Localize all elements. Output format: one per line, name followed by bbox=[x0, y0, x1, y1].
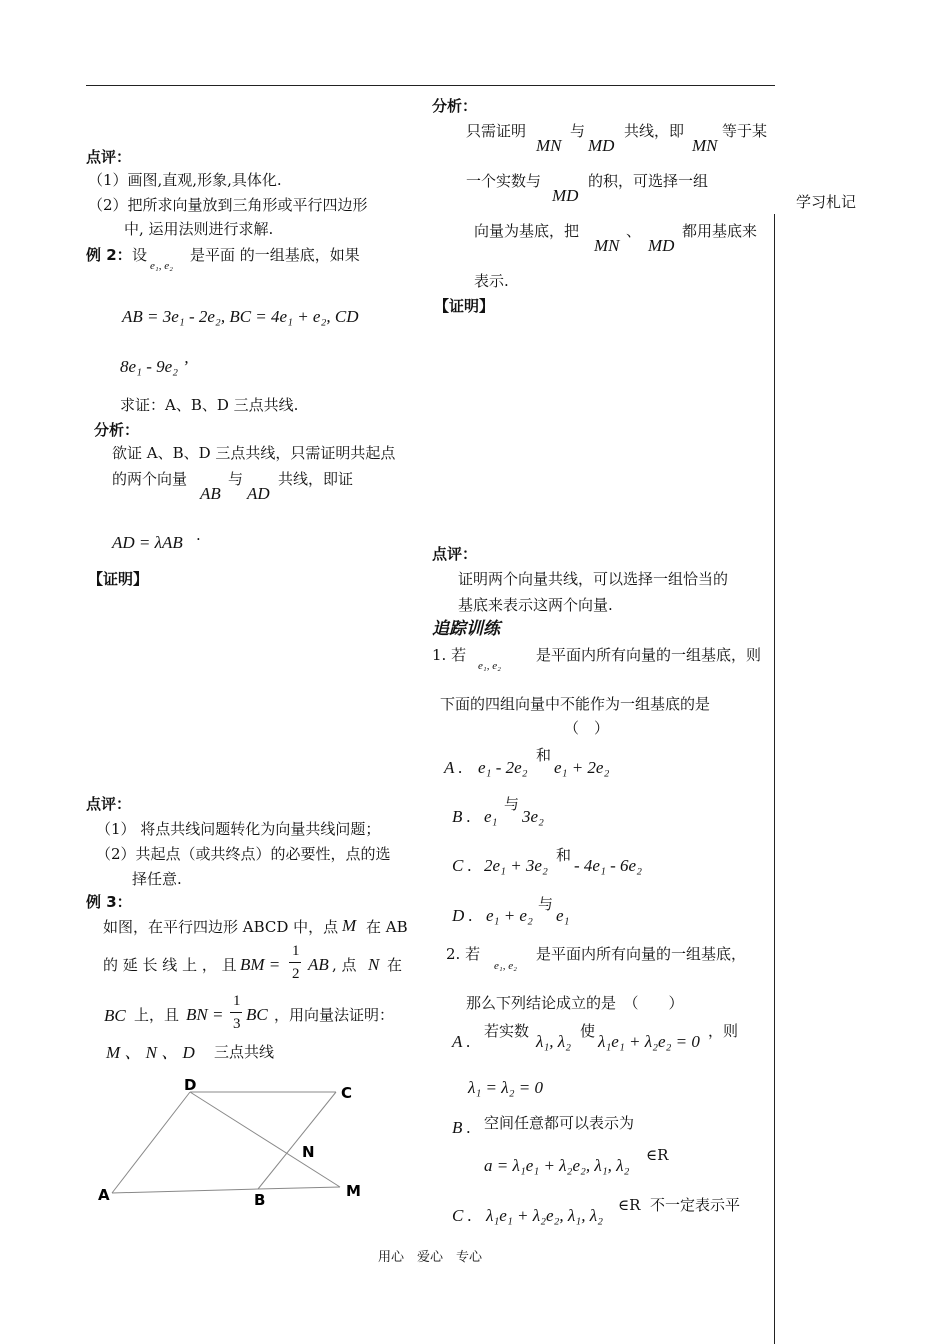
q2-option-B-in-R: ∈R bbox=[646, 1146, 669, 1164]
question1-answer-blank: （ ） bbox=[564, 719, 610, 737]
q2-option-C-in-R: ∈R bbox=[618, 1196, 641, 1214]
example3-BC: BC bbox=[246, 1005, 268, 1024]
option-A-and: 和 bbox=[536, 746, 552, 764]
page-footer: 用心 爱心 专心 bbox=[378, 1250, 483, 1265]
right-analysis-l2b: 的积，可选择一组 bbox=[588, 172, 709, 190]
analysis-line-1: 欲证 A、B、D 三点共线，只需证明共起点 bbox=[112, 444, 396, 462]
option-C-label: C . bbox=[452, 856, 472, 875]
vector-MD-1: MD bbox=[588, 136, 615, 155]
right-analysis-title: 分析： bbox=[432, 97, 478, 115]
analysis-line-2b: 共线，即证 bbox=[278, 470, 354, 488]
example3-line2c: 在 bbox=[387, 956, 403, 974]
question2-line2: 那么下列结论成立的是 （ ） bbox=[466, 994, 684, 1012]
option-A-vec1: e₁ - 2e₂ bbox=[478, 758, 528, 777]
q2-option-B-equation: a = λ₁e₁ + λ₂e₂, λ₁, λ₂ bbox=[484, 1156, 630, 1175]
label-D: D bbox=[184, 1076, 197, 1094]
example3-third-den: 3 bbox=[233, 1016, 241, 1032]
example3-third-num: 1 bbox=[233, 993, 241, 1009]
tracking-practice-title: 追踪训练 bbox=[432, 619, 500, 639]
example3-AB: AB bbox=[308, 955, 329, 974]
comment2-title: 点评： bbox=[86, 795, 132, 813]
right-analysis-sep: 、 bbox=[626, 222, 642, 240]
example3-line3c: ，用向量法证明： bbox=[274, 1006, 395, 1024]
comment2-item-2: （2）共起点（或共终点）的必要性，点的选 bbox=[96, 845, 391, 863]
option-A-vec2: e₁ + 2e₂ bbox=[554, 758, 610, 777]
right-analysis-l4: 表示. bbox=[474, 272, 509, 290]
analysis-line-2: 的两个向量 bbox=[112, 470, 188, 488]
option-C-vec1: 2e₁ + 3e₂ bbox=[484, 856, 548, 875]
option-B-vec1: e₁ bbox=[484, 807, 498, 826]
example3-half-bar bbox=[289, 962, 301, 963]
example2-formula-2: 8e₁ - 9e₂ ’ bbox=[120, 357, 188, 376]
vector-MD-2: MD bbox=[552, 186, 579, 205]
example3-half-den: 2 bbox=[292, 966, 300, 982]
label-C: C bbox=[341, 1084, 353, 1102]
label-N: N bbox=[302, 1143, 315, 1161]
comment1-item-3: 中, 运用法则进行求解. bbox=[124, 220, 274, 238]
question1-start: 1. 若 bbox=[432, 646, 467, 664]
option-D-and: 与 bbox=[538, 895, 554, 913]
parallelogram-figure bbox=[90, 1070, 380, 1210]
option-B-label: B . bbox=[452, 807, 471, 826]
label-B: B bbox=[254, 1191, 266, 1209]
sidebar-note: 学习札记 bbox=[796, 193, 857, 211]
q2-option-C-equation: λ₁e₁ + λ₂e₂, λ₁, λ₂ bbox=[486, 1206, 603, 1225]
right-comment-l1: 证明两个向量共线，可以选择一组恰当的 bbox=[458, 570, 729, 588]
segment-DM bbox=[190, 1092, 340, 1187]
example3-line1: 如图，在平行四边形 ABCD 中，点 bbox=[103, 918, 339, 936]
right-analysis-l3: 向量为基底，把 bbox=[474, 222, 580, 240]
edge-AB bbox=[112, 1189, 258, 1193]
analysis-title: 分析： bbox=[94, 421, 140, 439]
comment1-title: 点评： bbox=[86, 148, 132, 166]
q2-option-A-lambdas: λ₁, λ₂ bbox=[536, 1032, 572, 1051]
option-C-and: 和 bbox=[556, 846, 572, 864]
option-D-vec1: e₁ + e₂ bbox=[486, 906, 533, 925]
edge-BC bbox=[258, 1092, 336, 1189]
question1-basis: e₁, e₂ bbox=[478, 660, 501, 672]
option-D-label: D . bbox=[452, 906, 473, 925]
example3-title: 例 3： bbox=[86, 893, 132, 911]
question1-line2: 下面的四组向量中不能作为一组基底的是 bbox=[440, 695, 711, 713]
example3-third-bar bbox=[230, 1012, 242, 1013]
q2-option-A-label: A . bbox=[452, 1032, 471, 1051]
example3-BM: BM = bbox=[240, 955, 281, 974]
example2-set: 设 bbox=[132, 246, 148, 264]
comment1-item-1: （1）画图,直观,形象,具体化. bbox=[88, 171, 282, 189]
vector-AD: AD bbox=[247, 484, 270, 503]
q2-option-A-then: ，则 bbox=[708, 1022, 739, 1040]
edge-BM bbox=[258, 1187, 340, 1189]
vector-MN-3: MN bbox=[594, 236, 620, 255]
example3-half-num: 1 bbox=[292, 943, 300, 959]
example3-line2: 的 延 长 线 上 ， 且 bbox=[103, 956, 237, 974]
q2-option-C-label: C . bbox=[452, 1206, 472, 1225]
example3-line3: 上，且 bbox=[134, 1006, 180, 1024]
label-A: A bbox=[98, 1186, 110, 1204]
top-rule bbox=[86, 85, 775, 86]
example3-N: N bbox=[368, 955, 380, 974]
right-comment-title: 点评： bbox=[432, 545, 478, 563]
label-M: M bbox=[346, 1182, 361, 1200]
option-A-label: A . bbox=[444, 758, 463, 777]
proof-title-left: 【证明】 bbox=[88, 570, 149, 588]
example3-collinear: 三点共线 bbox=[214, 1043, 275, 1061]
vector-AB: AB bbox=[200, 484, 221, 503]
option-B-and: 与 bbox=[504, 795, 520, 813]
vector-MD-3: MD bbox=[648, 236, 675, 255]
example3-line2b: , 点 bbox=[332, 956, 357, 974]
example3-BN: BN = bbox=[186, 1005, 224, 1024]
right-analysis-l1c: 共线，即 bbox=[624, 122, 685, 140]
example2-basis: e₁, e₂ bbox=[150, 260, 173, 272]
analysis-dot: . bbox=[196, 526, 201, 544]
example2-title: 例 2： bbox=[86, 246, 132, 264]
comment2-item-1: （1） 将点共线问题转化为向量共线问题； bbox=[96, 820, 381, 838]
example3-points: M 、 N 、 D bbox=[106, 1043, 195, 1062]
example3-line1b: 在 AB bbox=[366, 918, 408, 936]
question2-stem: 是平面内所有向量的一组基底， bbox=[536, 945, 747, 963]
right-analysis-l1d: 等于某 bbox=[722, 122, 768, 140]
example2-line1: 是平面 的一组基底，如果 bbox=[190, 246, 360, 264]
example2-prove: 求证：A、B、D 三点共线. bbox=[120, 396, 299, 414]
vector-MN-2: MN bbox=[692, 136, 718, 155]
q2-option-A-make: 使 bbox=[580, 1022, 596, 1040]
option-C-vec2: - 4e₁ - 6e₂ bbox=[574, 856, 642, 875]
right-comment-l2: 基底来表示这两个向量. bbox=[458, 596, 613, 614]
option-B-vec2: 3e₂ bbox=[522, 807, 544, 826]
right-analysis-with: 与 bbox=[570, 122, 586, 140]
example2-formula-1: AB = 3e₁ - 2e₂, BC = 4e₁ + e₂, CD bbox=[122, 307, 359, 326]
q2-option-B-text: 空间任意都可以表示为 bbox=[484, 1114, 635, 1132]
q2-option-B-label: B . bbox=[452, 1118, 471, 1137]
comment1-item-2: （2）把所求向量放到三角形或平行四边形 bbox=[88, 196, 368, 214]
proof-title-right: 【证明】 bbox=[434, 297, 495, 315]
analysis-with: 与 bbox=[228, 470, 244, 488]
margin-rule bbox=[774, 214, 775, 1344]
q2-option-A-result: λ₁ = λ₂ = 0 bbox=[468, 1078, 543, 1097]
right-analysis-l2: 一个实数与 bbox=[466, 172, 542, 190]
edge-AD bbox=[112, 1092, 190, 1193]
vector-MN-1: MN bbox=[536, 136, 562, 155]
q2-option-A-text: 若实数 bbox=[484, 1022, 530, 1040]
right-analysis-l3c: 都用基底来 bbox=[682, 222, 758, 240]
question2-start: 2. 若 bbox=[446, 945, 481, 963]
example3-BC-label: BC bbox=[104, 1006, 126, 1025]
right-analysis-l1: 只需证明 bbox=[466, 122, 527, 140]
option-D-vec2: e₁ bbox=[556, 906, 570, 925]
question2-basis: e₁, e₂ bbox=[494, 960, 517, 972]
q2-option-C-tail: 不一定表示平 bbox=[650, 1196, 741, 1214]
q2-option-A-equation: λ₁e₁ + λ₂e₂ = 0 bbox=[598, 1032, 700, 1051]
comment2-item-3: 择任意. bbox=[132, 870, 182, 888]
analysis-formula: AD = λAB bbox=[112, 533, 183, 552]
example3-M: M bbox=[342, 916, 357, 935]
question1-stem: 是平面内所有向量的一组基底，则 bbox=[536, 646, 762, 664]
